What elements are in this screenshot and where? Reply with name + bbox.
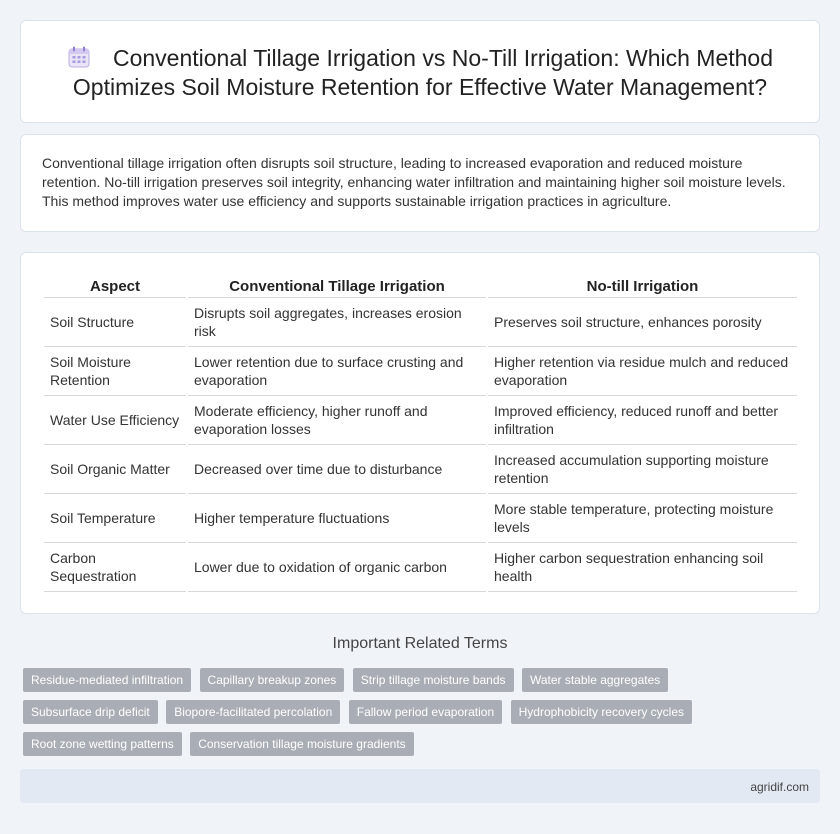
- table-cell-aspect: Soil Organic Matter: [44, 445, 186, 494]
- table-cell-conventional: Lower due to oxidation of organic carbon: [188, 543, 486, 592]
- table-cell-no-till: Preserves soil structure, enhances porosity: [488, 298, 797, 347]
- related-term-tag[interactable]: Water stable aggregates: [522, 668, 668, 692]
- table-cell-aspect: Carbon Sequestration: [44, 543, 186, 592]
- table-cell-no-till: Improved efficiency, reduced runoff and better infiltration: [488, 396, 797, 445]
- title-card: [20, 20, 820, 123]
- table-cell-conventional: Disrupts soil aggregates, increases erosion risk: [188, 298, 486, 347]
- column-header-no-till: No-till Irrigation: [488, 275, 797, 298]
- page-title: [51, 44, 789, 102]
- related-term-tag[interactable]: Biopore-facilitated percolation: [166, 700, 340, 724]
- comparison-table-card: [20, 252, 820, 614]
- table-cell-conventional: Higher temperature fluctuations: [188, 494, 486, 543]
- table-row: [44, 396, 797, 445]
- table-row: [44, 543, 797, 592]
- table-cell-no-till: Higher carbon sequestration enhancing soil health: [488, 543, 797, 592]
- table-row: [44, 494, 797, 543]
- related-term-tag[interactable]: Subsurface drip deficit: [23, 700, 158, 724]
- table-cell-aspect: Soil Moisture Retention: [44, 347, 186, 396]
- page-title-text: Conventional Tillage Irrigation vs No-Till Irrigation: Which Method Optimizes Soil Moisture Retention for Effective Water Management?: [72, 45, 774, 100]
- intro-paragraph: Conventional tillage irrigation often disrupts soil structure, leading to increased evaporation and reduced moisture retention. No-till irrigation preserves soil integrity, enhancing water infiltration and maintaining higher soil moisture levels. This method improves water use efficiency and supports sustainable irrigation practices in agriculture.: [42, 155, 786, 209]
- calendar-icon: [67, 45, 91, 69]
- table-cell-aspect: Soil Structure: [44, 298, 186, 347]
- related-term-tag[interactable]: Residue-mediated infiltration: [23, 668, 191, 692]
- column-header-conventional: Conventional Tillage Irrigation: [188, 275, 486, 298]
- table-cell-aspect: Water Use Efficiency: [44, 396, 186, 445]
- column-header-aspect: Aspect: [44, 275, 186, 298]
- table-cell-conventional: Moderate efficiency, higher runoff and evaporation losses: [188, 396, 486, 445]
- footer-site-link[interactable]: agridif.com: [750, 780, 809, 794]
- table-cell-conventional: Decreased over time due to disturbance: [188, 445, 486, 494]
- table-row: [44, 445, 797, 494]
- related-term-tag[interactable]: Strip tillage moisture bands: [353, 668, 514, 692]
- related-terms-title: Important Related Terms: [332, 635, 508, 652]
- related-term-tag[interactable]: Conservation tillage moisture gradients: [190, 732, 413, 756]
- related-term-tag[interactable]: Fallow period evaporation: [349, 700, 502, 724]
- related-term-tag[interactable]: Capillary breakup zones: [200, 668, 345, 692]
- table-cell-conventional: Lower retention due to surface crusting and evaporation: [188, 347, 486, 396]
- table-row: [44, 298, 797, 347]
- table-cell-no-till: Increased accumulation supporting moisture retention: [488, 445, 797, 494]
- intro-card: [20, 134, 820, 232]
- related-term-tag[interactable]: Hydrophobicity recovery cycles: [511, 700, 692, 724]
- table-cell-no-till: Higher retention via residue mulch and reduced evaporation: [488, 347, 797, 396]
- table-header-row: [44, 275, 797, 298]
- table-cell-aspect: Soil Temperature: [44, 494, 186, 543]
- table-row: [44, 347, 797, 396]
- related-term-tag[interactable]: Root zone wetting patterns: [23, 732, 182, 756]
- footer-bar: [20, 769, 820, 803]
- table-cell-no-till: More stable temperature, protecting moisture levels: [488, 494, 797, 543]
- related-terms-list: [23, 668, 813, 764]
- comparison-table: [42, 275, 799, 592]
